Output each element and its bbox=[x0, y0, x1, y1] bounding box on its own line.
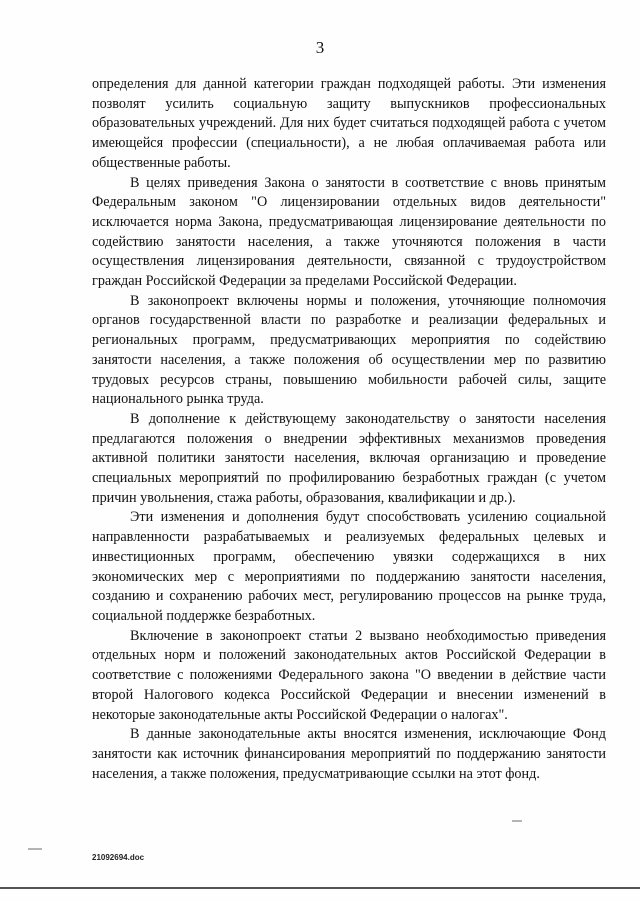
document-body bbox=[92, 75, 606, 784]
paragraph-social-orientation: Эти изменения и дополнения будут способствовать усилению социальной направленности разрабатываемых и реализуемых федеральных целевых и инвестиционных программ, обеспечению увязки содержащихся в них экономических мер с мероприятиями по поддержанию занятости населения, созданию и сохранению рабочих мест, регулированию процессов на рынке труда, социальной поддержке безработных. bbox=[92, 509, 606, 624]
paragraph-authority-powers: В законопроект включены нормы и положения, уточняющие полномочия органов государственной власти по разработке и реализации федеральных и региональных программ, предусматривающих мероприятия по содействию занятости населения, а также положения об осуществлении мер по развитию трудовых ресурсов страны, повышению мобильности рабочей силы, защите национального рынка труда. bbox=[92, 292, 606, 408]
paragraph-active-policy: В дополнение к действующему законодательству о занятости населения предлагаются положения о внедрении эффективных механизмов проведения активной политики занятости населения, включая организацию и проведение специальных мероприятий по профилированию безработных граждан (с учетом причин увольнения, стажа работы, образования, квалификации и др.). bbox=[92, 410, 606, 506]
paragraph-article-2: Включение в законопроект статьи 2 вызвано необходимостью приведения отдельных норм и положений законодательных актов Российской Федерации в соответствие с положениями Федерального закона "О введении в действие части второй Налогового кодекса Российской Федерации и внесении изменений в некоторые законодательные акты Российской Федерации о налогах". bbox=[92, 627, 606, 723]
scan-artifact bbox=[512, 820, 522, 822]
page-number: 3 bbox=[315, 38, 325, 57]
paragraph-continuation: определения для данной категории граждан подходящей работы. Эти изменения позволят усилить социальную защиту выпускников профессиональных образовательных учреждений. Для них будет считаться подходящей работа с учетом имеющейся профессии (специальности), а не любая оплачиваемая работа или общественные работы. bbox=[92, 76, 606, 171]
bottom-edge-line bbox=[0, 887, 640, 889]
paragraph-licensing: В целях приведения Закона о занятости в соответствие с вновь принятым Федеральным законом "О лицензировании отдельных видов деятельности" исключается норма Закона, предусматривающая лицензирование деятельности по содействию занятости населения, а также уточняются положения в части осуществления лицензирования деятельности, связанной с трудоустройством граждан Российской Федерации за пределами Российской Федерации. bbox=[92, 174, 606, 290]
footer-filename: 21092694.doc bbox=[92, 853, 145, 862]
scan-artifact bbox=[28, 848, 42, 850]
paragraph-employment-fund: В данные законодательные акты вносятся изменения, исключающие Фонд занятости как источник финансирования мероприятий по поддержанию занятости населения, а также положения, предусматривающие ссылки на этот фонд. bbox=[92, 726, 606, 782]
